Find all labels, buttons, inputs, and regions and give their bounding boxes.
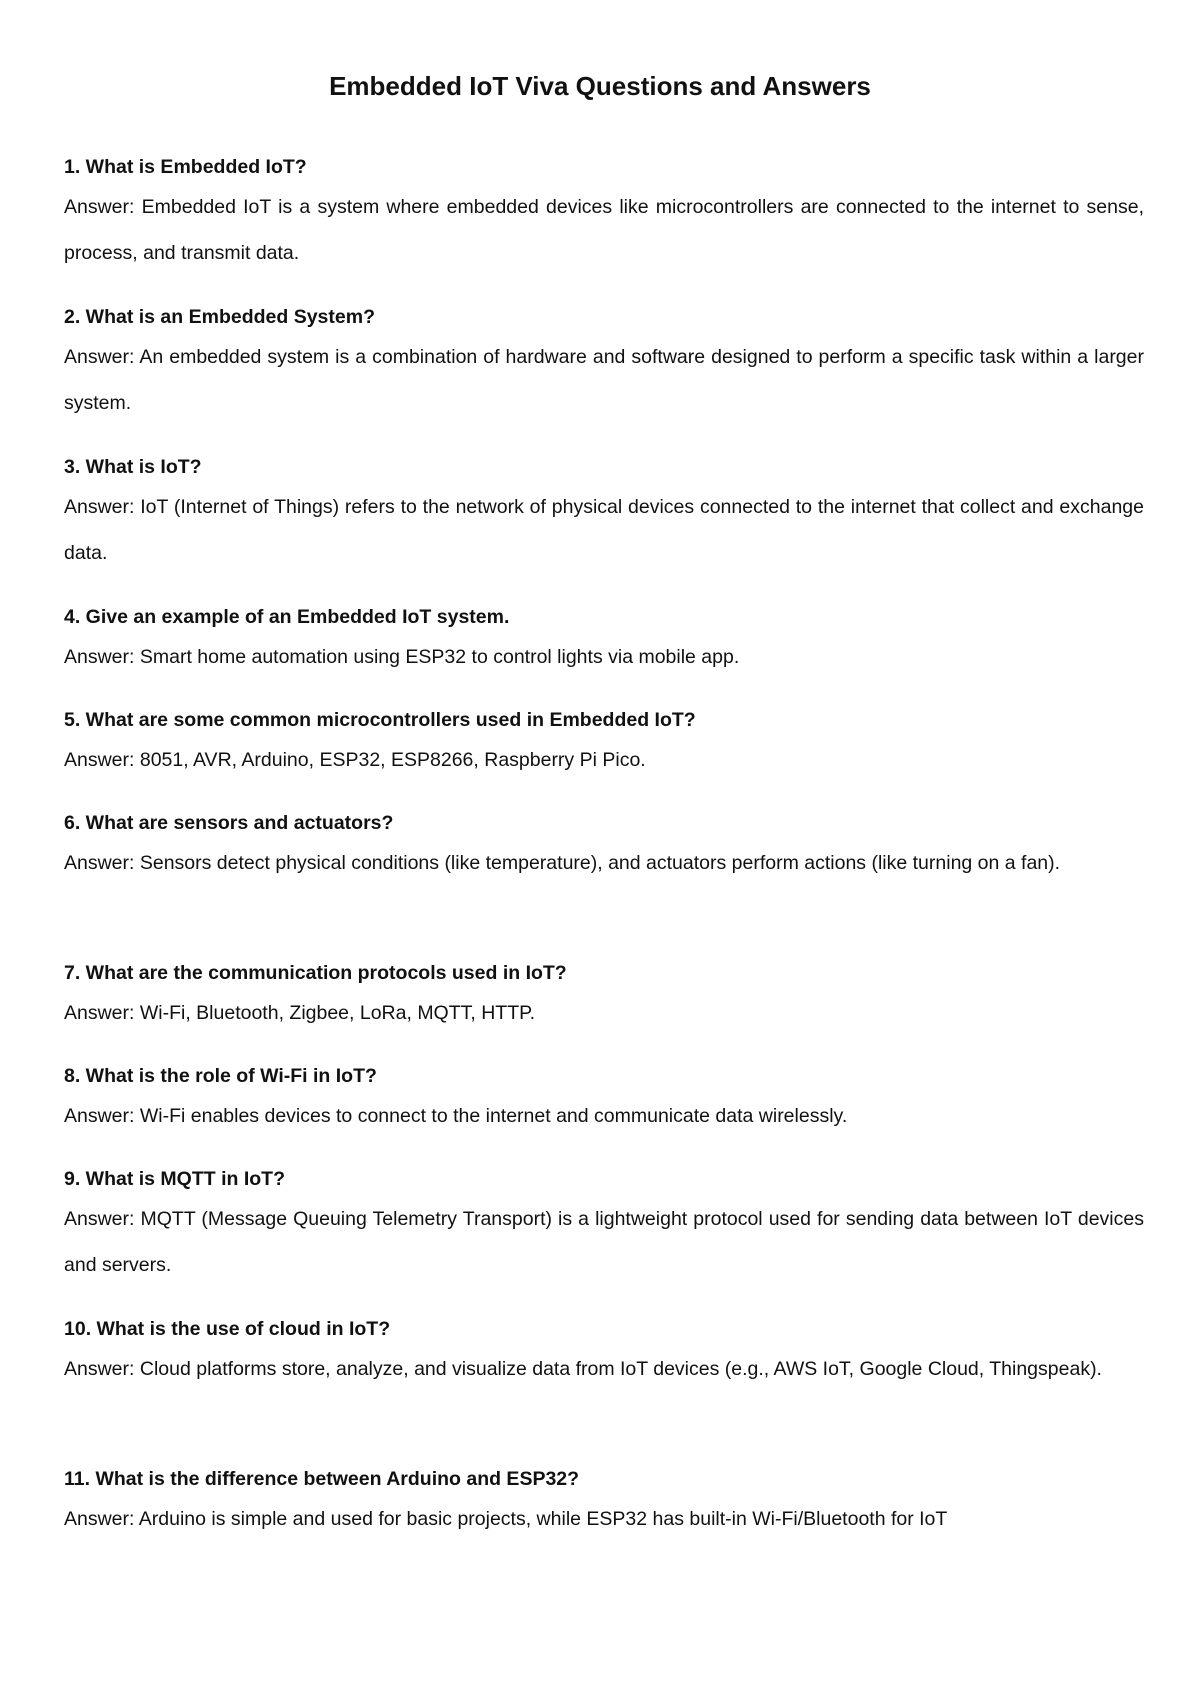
qa-item-10 <box>64 1314 1144 1393</box>
question-1: 1. What is Embedded IoT? <box>64 156 307 178</box>
qa-item-4 <box>64 602 1144 681</box>
question-10: 10. What is the use of cloud in IoT? <box>64 1318 391 1340</box>
question-8: 8. What is the role of Wi-Fi in IoT? <box>64 1065 377 1087</box>
question-3: 3. What is IoT? <box>64 456 202 478</box>
qa-item-11 <box>64 1464 1144 1543</box>
answer-5: Answer: 8051, AVR, Arduino, ESP32, ESP8266, Raspberry Pi Pico. <box>64 749 646 771</box>
question-4: 4. Give an example of an Embedded IoT system. <box>64 606 510 628</box>
question-5: 5. What are some common microcontrollers used in Embedded IoT? <box>64 709 696 731</box>
qa-item-5 <box>64 705 1144 784</box>
answer-2: Answer: An embedded system is a combination of hardware and software designed to perform a specific task within a larger system. <box>64 346 1144 414</box>
answer-11: Answer: Arduino is simple and used for basic projects, while ESP32 has built-in Wi-Fi/Bluetooth for IoT <box>64 1508 948 1530</box>
qa-item-2 <box>64 302 1144 426</box>
qa-item-7 <box>64 958 1144 1037</box>
answer-9: Answer: MQTT (Message Queuing Telemetry Transport) is a lightweight protocol used for sending data between IoT devices and servers. <box>64 1208 1144 1276</box>
answer-1: Answer: Embedded IoT is a system where embedded devices like microcontrollers are connected to the internet to sense, process, and transmit data. <box>64 196 1144 264</box>
question-9: 9. What is MQTT in IoT? <box>64 1168 285 1190</box>
answer-7: Answer: Wi-Fi, Bluetooth, Zigbee, LoRa, MQTT, HTTP. <box>64 1002 536 1024</box>
qa-item-9 <box>64 1164 1144 1288</box>
question-6: 6. What are sensors and actuators? <box>64 812 394 834</box>
document-title: Embedded IoT Viva Questions and Answers <box>329 71 871 101</box>
qa-item-1 <box>64 152 1144 276</box>
answer-3: Answer: IoT (Internet of Things) refers to the network of physical devices connected to the internet that collect and exchange data. <box>64 496 1144 564</box>
question-11: 11. What is the difference between Arduino and ESP32? <box>64 1468 580 1490</box>
answer-4: Answer: Smart home automation using ESP32 to control lights via mobile app. <box>64 646 740 668</box>
question-7: 7. What are the communication protocols used in IoT? <box>64 962 567 984</box>
qa-item-8 <box>64 1061 1144 1140</box>
qa-item-6 <box>64 808 1144 887</box>
qa-item-3 <box>64 452 1144 576</box>
answer-6: Answer: Sensors detect physical conditions (like temperature), and actuators perform actions (like turning on a fan). <box>64 852 1061 874</box>
answer-10: Answer: Cloud platforms store, analyze, and visualize data from IoT devices (e.g., AWS IoT, Google Cloud, Thingspeak). <box>64 1358 1102 1380</box>
question-2: 2. What is an Embedded System? <box>64 306 375 328</box>
answer-8: Answer: Wi-Fi enables devices to connect to the internet and communicate data wirelessly. <box>64 1105 848 1127</box>
